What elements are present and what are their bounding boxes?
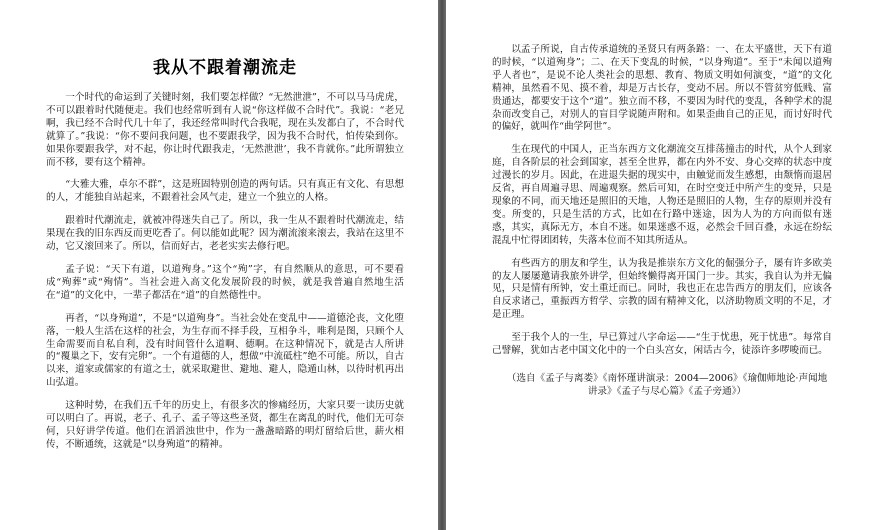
paragraph: 再者，“以身殉道”，不是“以道殉身”。当社会处在变乱中——道德沦丧，文化堕落，一般人生活在这样的社会，为生存而不择手段，互相争斗，唯利是图，只顾个人生命需要而自私自利，没有时间管什么道啊、德啊。在这种情况下，就是古人所讲的“覆巢之下，安有完卵”。一个有道德的人，想做“中流砥柱”绝不可能。所以，自古以来，道家或儒家的有道之士，就采取避世、避地、避人，隐遁山林，以待时机再出山弘道。	[46, 312, 404, 389]
article-title: 我从不跟着潮流走	[153, 58, 297, 78]
right-page	[446, 0, 884, 530]
paragraph: 这种时势，在我们五千年的历史上，有很多次的惨痛经历，大家只要一读历史就可以明白了。再说，老子、孔子、孟子等这些圣贤，都生在离乱的时代，他们无可奈何，只好讲学传道。他们在滔滔浊世中，作为一盏盏暗路的明灯留给后世，薪火相传，不断通统，这就是“以身殉道”的精神。	[46, 400, 404, 450]
page-divider	[438, 0, 446, 530]
left-page	[0, 0, 438, 530]
paragraph: “大雅大雅，卓尔不群”，这是班固特别创造的两句话。只有真正有文化、有思想的人，才能独自站起来，不跟着社会风气走，建立一个独立的人格。	[46, 179, 404, 204]
paragraph: 一个时代的命运到了关键时刻，我们要怎样做？“无然泄泄”，不可以马马虎虎，不可以跟着时代随便走。我们也经常听到有人说“你这样做不合时代”。我说：“老兄啊，我已经不合时代几十年了，我还经常叫时代合我呢，现在头发都白了，不合时代就算了。”我说：“你不要问我问题，也不要跟我学，因为我不合时代，怕传染到你。如果你要跟我学，对不起，你让时代跟我走，‘无然泄泄’，我不肯就你。”此所谓独立而不移，要有这个精神。	[46, 92, 404, 168]
source-citation: （选自《孟子与离娄》《南怀瑾讲演录：2004—2006》《瑜伽师地论·声闻地讲录》《孟子与尽心篇》《孟子旁通》）	[506, 372, 828, 397]
paragraph: 孟子说：“天下有道，以道殉身。”这个“殉”字，有自然顺从的意思，可不要看成“殉葬”或“殉情”。当社会进入高文化发展阶段的时候，就是我普遍自然地生活在“道”的文化中，一辈子都活在“道”的自然德性中。	[46, 263, 404, 301]
paragraph: 至于我个人的一生，早已算过八字命运——“生于忧患，死于忧患”。每常自己譬解，犹如古老中国文化中的一个白头宫女，闲话古今，徒添许多啰唆而已。	[492, 332, 832, 357]
paragraph: 以孟子所说，自古传承道统的圣贤只有两条路：一、在太平盛世，天下有道的时候，“以道殉身”；二、在天下变乱的时候，“以身殉道”。至于“未闻以道殉乎人者也”，是说不论人类社会的思想、教育、物质文明如何演变，“道”的文化精神，虽然看不见、摸不着，却是万古长存，变动不居。所以不管贫穷低贱、富贵通达，都要安于这个“道”。独立而不移，不要因为时代的变乱，各种学术的混杂而改变自己，对别人的盲目学说随声附和。如果歪曲自己的正见，而讨好时代的偏好，就叫作“曲学阿世”。	[492, 44, 832, 133]
paragraph: 跟着时代潮流走，就被冲得迷失自己了。所以，我一生从不跟着时代潮流走，结果现在我的旧东西反而更吃香了。何以能如此呢？因为潮流滚来滚去，我站在这里不动，它又滚回来了。所以，信而好古，老老实实去修行吧。	[46, 215, 404, 253]
paragraph: 有些西方的朋友和学生，认为我是推崇东方文化的倔强分子，屡有许多欧美的友人屡屡邀请我旅外讲学，但始终懒得离开国门一步。其实，我自认为并无偏见，只是情有所钟，安土重迁而已。同时，我也正在忠告西方的朋友们，应该各自反求诸己，重振西方哲学、宗教的固有精神文化，以济助物质文明的不足，才是正理。	[492, 257, 832, 321]
paragraph: 生在现代的中国人，正当东西方文化潮流交互排荡撞击的时代，从个人到家庭，自各阶层的社会到国家，甚至全世界，都在内外不安、身心交瘁的状态中度过漫长的岁月。因此，在进退失据的现实中，由触觉而发生感想，由颓惰而退居反省，再自周遍寻思、周遍观察。然后可知，在时空变迁中所产生的变异，只是现象的不同，而天地还是照旧的天地，人物还是照旧的人物，生存的原则并没有变。所变的，只是生活的方式，比如在行路中迷途，因为人为的方向而似有迷惑，其实，真际无方，本自不迷。如果迷惑不返，必然会千回百叠，永远在纷纭混乱中忙得团团转，失落本位而不知其所适从。	[492, 144, 832, 246]
